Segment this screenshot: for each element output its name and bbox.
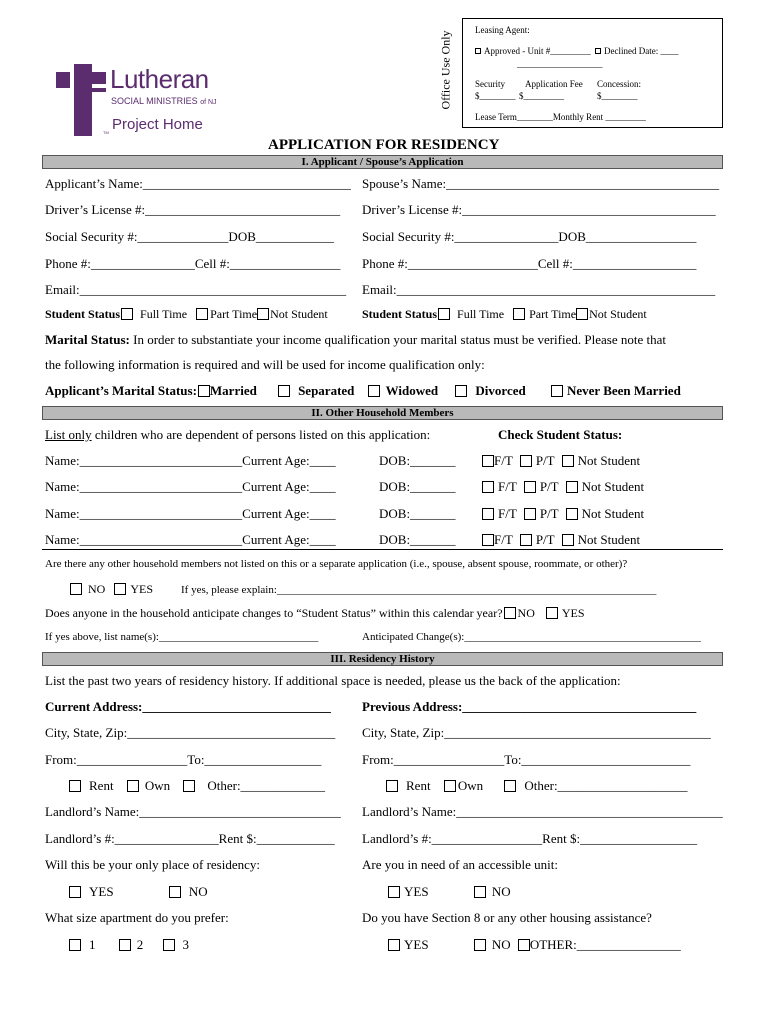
previous-landlord-name-field[interactable]: Landlord’s Name:_________________________________________ xyxy=(362,804,723,819)
ft-label: F/T xyxy=(494,453,513,468)
no-checkbox[interactable] xyxy=(474,939,486,951)
pt-label: P/T xyxy=(535,532,555,547)
applicant-marital-status-row xyxy=(45,383,681,399)
yes-checkbox[interactable] xyxy=(546,607,558,619)
student-status-label: Student Status xyxy=(45,307,121,321)
apartment-size-question: What size apartment do you prefer: xyxy=(45,910,229,925)
yes-checkbox[interactable] xyxy=(388,886,400,898)
section-1-header: I. Applicant / Spouse’s Application xyxy=(42,155,723,169)
no-label: NO xyxy=(491,884,511,899)
never-married-checkbox[interactable] xyxy=(551,385,563,397)
separated-label: Separated xyxy=(298,383,355,398)
anticipate-changes-row xyxy=(45,606,585,621)
member-name-age-field[interactable]: Name:_________________________Current Age:____ xyxy=(45,506,336,521)
approved-checkbox[interactable] xyxy=(475,48,481,54)
check-student-status-label: Check Student Status: xyxy=(498,427,623,442)
leasing-agent-label: Leasing Agent: xyxy=(475,25,530,35)
member-student-status xyxy=(482,506,644,522)
section-divider xyxy=(42,549,723,550)
office-use-label xyxy=(434,20,458,120)
logo-line-2b: of NJ xyxy=(200,99,217,106)
other-members-answer-row xyxy=(70,582,153,597)
marital-status-text-1: In order to substantiate your income qualification your marital status must be verified. Please note that xyxy=(129,332,666,347)
other-checkbox[interactable] xyxy=(183,780,195,792)
pt-checkbox[interactable] xyxy=(520,534,532,546)
yes-label: YES xyxy=(404,937,429,952)
section-2-header: II. Other Household Members xyxy=(42,406,723,420)
not-student-label: Not Student xyxy=(581,479,645,494)
security-label: Security xyxy=(475,79,505,89)
member-dob-field[interactable]: DOB:_______ xyxy=(379,479,456,494)
no-label: NO xyxy=(188,884,208,899)
not-student-label: Not Student xyxy=(577,532,641,547)
current-landlord-name-field[interactable]: Landlord’s Name:_______________________________ xyxy=(45,804,341,819)
member-dob-field[interactable]: DOB:_______ xyxy=(379,453,456,468)
declined-text: Declined Date: ____ xyxy=(604,46,679,56)
no-label: NO xyxy=(491,937,511,952)
own-checkbox[interactable] xyxy=(127,780,139,792)
student-status-label: Student Status xyxy=(362,307,438,321)
logo-line-3: Project Home xyxy=(112,116,203,133)
pt-checkbox[interactable] xyxy=(524,481,536,493)
concession-amount: $________ xyxy=(597,91,638,101)
not-student-checkbox[interactable] xyxy=(576,308,588,320)
current-from-to-field[interactable]: From:_________________To:__________________ xyxy=(45,752,322,767)
applicant-name-field[interactable]: Applicant’s Name:________________________________ xyxy=(45,176,351,191)
if-yes-explain-field[interactable]: If yes, please explain:_____________________________________________________________________ xyxy=(181,584,657,596)
yes-checkbox[interactable] xyxy=(388,939,400,951)
current-address-field[interactable]: Current Address:_____________________________ xyxy=(45,699,331,714)
applicant-email-field[interactable]: Email:_________________________________________ xyxy=(45,282,347,297)
office-use-label-text: Office Use Only xyxy=(438,30,453,110)
marital-status-paragraph xyxy=(45,332,666,348)
list-children-rest: children who are dependent of persons listed on this application: xyxy=(91,427,431,442)
married-label: Married xyxy=(209,383,257,398)
ft-checkbox[interactable] xyxy=(482,508,494,520)
size-2-label: 2 xyxy=(136,937,144,952)
not-student-checkbox[interactable] xyxy=(566,508,578,520)
apartment-size-answer-row xyxy=(69,937,189,953)
other-field[interactable]: OTHER:________________ xyxy=(529,937,681,952)
accessible-unit-answer-row xyxy=(388,884,511,900)
spouse-email-field[interactable]: Email:_________________________________________________ xyxy=(362,282,716,297)
not-student-checkbox[interactable] xyxy=(562,455,574,467)
member-name-age-field[interactable]: Name:_________________________Current Age:____ xyxy=(45,532,336,547)
declined-checkbox[interactable] xyxy=(595,48,601,54)
anticipate-question: Does anyone in the household anticipate changes to “Student Status” within this calendar year? xyxy=(45,606,503,620)
previous-city-field[interactable]: City, State, Zip:_________________________________________ xyxy=(362,725,711,740)
section-8-answer-row xyxy=(388,937,681,953)
no-checkbox[interactable] xyxy=(474,886,486,898)
pt-checkbox[interactable] xyxy=(524,508,536,520)
ft-checkbox[interactable] xyxy=(482,455,494,467)
marital-status-text-2: the following information is required and will be used for income qualification only: xyxy=(45,357,485,372)
yes-label: YES xyxy=(130,582,154,596)
marital-status-label: Marital Status: xyxy=(45,332,130,347)
no-label: NO xyxy=(517,606,535,620)
member-student-status xyxy=(482,532,640,548)
spouse-student-status-row xyxy=(362,307,647,322)
ft-label: F/T xyxy=(494,532,513,547)
pt-label: P/T xyxy=(539,506,559,521)
applicant-drivers-license-field[interactable]: Driver’s License #:______________________________ xyxy=(45,202,341,217)
logo-tm: TM xyxy=(103,130,109,135)
full-time-checkbox[interactable] xyxy=(121,308,133,320)
anticipated-change-field[interactable]: Anticipated Change(s):___________________________________________ xyxy=(362,631,701,643)
rent-checkbox[interactable] xyxy=(69,780,81,792)
own-label: Own xyxy=(457,778,484,793)
page-title: APPLICATION FOR RESIDENCY xyxy=(268,137,500,153)
part-time-label: Part Time xyxy=(529,307,577,321)
application-fee-label: Application Fee xyxy=(525,79,583,89)
not-student-label: Not Student xyxy=(577,453,641,468)
lease-term-line: Lease Term________Monthly Rent _________ xyxy=(475,112,646,122)
no-checkbox[interactable] xyxy=(504,607,516,619)
full-time-checkbox[interactable] xyxy=(438,308,450,320)
ft-label: F/T xyxy=(498,506,517,521)
size-3-checkbox[interactable] xyxy=(163,939,175,951)
previous-tenure-row xyxy=(386,778,688,794)
yes-label: YES xyxy=(561,606,585,620)
other-members-question: Are there any other household members not listed on this or a separate application (i.e., spouse, absent spouse, roommate, or other)? xyxy=(45,558,628,570)
applicant-phone-field[interactable]: Phone #:________________Cell #:_________________ xyxy=(45,256,341,271)
size-1-checkbox[interactable] xyxy=(69,939,81,951)
not-student-checkbox[interactable] xyxy=(257,308,269,320)
not-student-label: Not Student xyxy=(589,307,647,321)
other-field[interactable]: Other:____________________ xyxy=(524,778,688,793)
widowed-label: Widowed xyxy=(385,383,439,398)
accessible-unit-question: Are you in need of an accessible unit: xyxy=(362,857,559,872)
yes-label: YES xyxy=(404,884,429,899)
pt-label: P/T xyxy=(535,453,555,468)
not-student-checkbox[interactable] xyxy=(566,481,578,493)
applicant-ssn-dob-field[interactable]: Social Security #:______________DOB____________ xyxy=(45,229,334,244)
part-time-checkbox[interactable] xyxy=(196,308,208,320)
office-blank-line: ___________________ xyxy=(517,59,603,69)
no-checkbox[interactable] xyxy=(70,583,82,595)
separated-checkbox[interactable] xyxy=(278,385,290,397)
yes-checkbox[interactable] xyxy=(69,886,81,898)
section-3-header: III. Residency History xyxy=(42,652,723,666)
current-tenure-row xyxy=(69,778,325,794)
logo-line-2 xyxy=(111,96,217,106)
no-checkbox[interactable] xyxy=(169,886,181,898)
previous-from-to-field[interactable]: From:_________________To:__________________________ xyxy=(362,752,691,767)
full-time-label: Full Time xyxy=(140,307,188,321)
yes-label: YES xyxy=(89,884,114,899)
logo-line-2a: SOCIAL MINISTRIES xyxy=(111,96,198,106)
pt-label: P/T xyxy=(539,479,559,494)
rent-checkbox[interactable] xyxy=(386,780,398,792)
current-landlord-phone-rent-field[interactable]: Landlord’s #:________________Rent $:____________ xyxy=(45,831,335,846)
only-residency-answer-row xyxy=(69,884,208,900)
never-married-label: Never Been Married xyxy=(566,383,681,398)
ft-checkbox[interactable] xyxy=(482,534,494,546)
member-student-status xyxy=(482,453,640,469)
spouse-name-field[interactable]: Spouse’s Name:__________________________________________ xyxy=(362,176,720,191)
security-amount: $________ xyxy=(475,91,516,101)
residency-intro: List the past two years of residency history. If additional space is needed, please us the back of the application: xyxy=(45,673,621,688)
other-checkbox[interactable] xyxy=(518,939,530,951)
divorced-checkbox[interactable] xyxy=(455,385,467,397)
divorced-label: Divorced xyxy=(475,383,526,398)
part-time-label: Part Time xyxy=(210,307,258,321)
only-residency-question: Will this be your only place of residency: xyxy=(45,857,261,872)
previous-landlord-phone-rent-field[interactable]: Landlord’s #:_________________Rent $:__________________ xyxy=(362,831,698,846)
spouse-phone-field[interactable]: Phone #:____________________Cell #:___________________ xyxy=(362,256,697,271)
full-time-label: Full Time xyxy=(457,307,505,321)
member-name-age-field[interactable]: Name:_________________________Current Age:____ xyxy=(45,453,336,468)
member-name-age-field[interactable]: Name:_________________________Current Age:____ xyxy=(45,479,336,494)
widowed-checkbox[interactable] xyxy=(368,385,380,397)
no-label: NO xyxy=(88,582,106,596)
rent-label: Rent xyxy=(406,778,431,793)
list-children-instruction xyxy=(45,427,430,443)
current-city-field[interactable]: City, State, Zip:________________________________ xyxy=(45,725,336,740)
applicant-marital-status-label: Applicant’s Marital Status: xyxy=(45,383,197,398)
applicant-student-status-row xyxy=(45,307,328,322)
previous-address-field[interactable]: Previous Address:____________________________________ xyxy=(362,699,697,714)
part-time-checkbox[interactable] xyxy=(513,308,525,320)
list-names-field[interactable]: If yes above, list name(s):_____________________________ xyxy=(45,631,319,643)
spouse-ssn-dob-field[interactable]: Social Security #:________________DOB_________________ xyxy=(362,229,697,244)
approved-line xyxy=(475,46,678,56)
own-checkbox[interactable] xyxy=(444,780,456,792)
ft-label: F/T xyxy=(498,479,517,494)
rent-label: Rent xyxy=(89,778,114,793)
spouse-drivers-license-field[interactable]: Driver’s License #:_______________________________________ xyxy=(362,202,716,217)
list-only-text: List only xyxy=(45,427,92,442)
pt-checkbox[interactable] xyxy=(520,455,532,467)
fee-amount: $_________ xyxy=(519,91,564,101)
section-8-question: Do you have Section 8 or any other housing assistance? xyxy=(362,910,652,925)
not-student-label: Not Student xyxy=(581,506,645,521)
other-checkbox[interactable] xyxy=(504,780,516,792)
concession-label: Concession: xyxy=(597,79,641,89)
other-field[interactable]: Other:_____________ xyxy=(207,778,326,793)
organization-logo xyxy=(52,60,222,142)
own-label: Own xyxy=(144,778,171,793)
not-student-label: Not Student xyxy=(270,307,328,321)
married-checkbox[interactable] xyxy=(198,385,210,397)
office-use-box xyxy=(462,18,723,128)
not-student-checkbox[interactable] xyxy=(562,534,574,546)
size-2-checkbox[interactable] xyxy=(119,939,131,951)
cross-logo-icon xyxy=(52,62,108,138)
size-3-label: 3 xyxy=(182,937,189,952)
logo-line-1: Lutheran xyxy=(110,64,209,94)
member-dob-field[interactable]: DOB:_______ xyxy=(379,532,456,547)
yes-checkbox[interactable] xyxy=(114,583,126,595)
approved-text: Approved - Unit #_________ xyxy=(484,46,591,56)
member-dob-field[interactable]: DOB:_______ xyxy=(379,506,456,521)
ft-checkbox[interactable] xyxy=(482,481,494,493)
member-student-status xyxy=(482,479,644,495)
size-1-label: 1 xyxy=(89,937,96,952)
